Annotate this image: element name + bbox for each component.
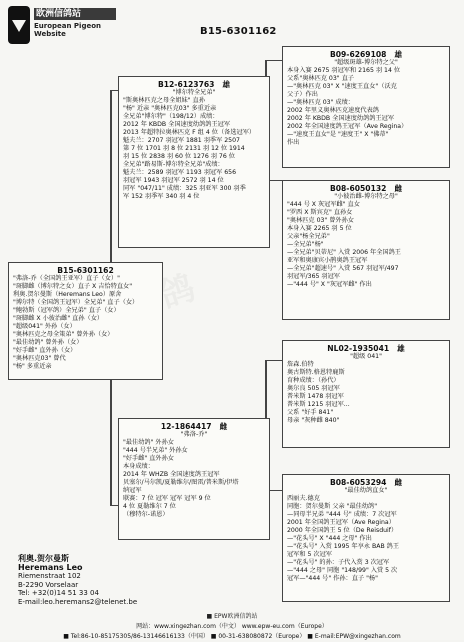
sd-lines [287,201,445,289]
pedigree-line: —全兄弟"杨" [287,241,324,248]
pedigree-line: 联赛：7 位 冠军 冠军 冠军 9 位 [123,495,211,502]
pedigree-line: 第 7 位 1701 羽 8 位 2131 羽 12 位 1914 [123,145,245,152]
ss-ring: B09-6269108 [329,50,387,59]
pedigree-line: 父亲"杨全兄弟" [287,233,330,240]
ds-lines [287,361,445,425]
pedigree-line: —"奥林匹克 03" 成绩： [287,99,354,106]
breeder-name-en: Heremans Leo [18,562,83,572]
pedigree-line: 西丽夫.德克 [287,495,320,502]
dd-header [287,478,445,487]
pedigree-line: 母亲 "灰种雌 840" [287,417,340,424]
pedigree-line: —同母半兄弟 "444 号" 成绩：7 次冠军 [287,511,397,518]
pedigree-line: 羽冠军 1943 羽冠军 2572 羽 14 位 [123,177,224,184]
pedigree-line: —"花头号" X "444 之母" 作出 [287,535,372,542]
pedigree-line: 2002 年里义奥林匹克速度代表鸽 [287,107,379,114]
breeder-email[interactable]: E-mail:leo.heremans2@telenet.be [18,597,138,606]
logo-badge [8,6,30,44]
pedigree-line: "奥林匹克之母全策弟" 曾外孙（女） [13,331,114,338]
dd-lines [287,495,445,583]
pedigree-line: 父子）作出 [287,91,318,98]
pedigree-line: 奥古斯特.格恩特鹿斯 [287,369,345,376]
pedigree-line: —全兄弟"超速号" 入赏 567 羽冠军/497 [287,265,399,272]
pedigree-line: "斯奥林匹克之母全姐妹" 直孙 [123,97,205,104]
subject-card [8,262,163,380]
ss-nickname: "超级斑雄-博尔特之父" [334,59,398,66]
pedigree-line: —"花头号" 的孙：子代入赏 3 次冠军 [287,559,390,566]
ds-header [287,344,445,353]
pedigree-line: "最佳幼鸽" 外孙女 [123,439,174,446]
pedigree-line: "杨" 近亲 "奥林匹克03" 多重近亲 [123,105,217,112]
pedigree-line: 同胞：贺尔曼斯 父亲 "最佳幼鸽" [287,503,378,510]
pedigree-line: "最佳幼鸽" 曾外孙（女） [13,339,83,346]
dd-ring: B08-6053294 [329,478,387,487]
subject-lines [13,275,158,371]
breeder-city: B-2290 Vorselaar [18,580,79,589]
pedigree-line: "好手雌" 直外孙女 [123,455,174,462]
breeder-info [18,555,137,607]
pedigree-line: "444 号 X 灰冠军雌" 直女 [287,201,360,208]
pedigree-line: "罗西 X 斯宾克" 直孙女 [287,209,353,216]
ss-header [287,50,445,59]
pedigree-line: —全兄弟"贝蒂尼" 入赏 2006 年全国鸽王 [287,249,401,256]
pedigree-line: 作出 [287,139,300,146]
logo-title: 欧洲信鸽站 [34,8,116,20]
pedigree-line: 育种成绩：（孙代） [287,377,340,384]
breeder-street: Riemenstraat 102 [18,572,81,581]
footer-contacts: ■ Tel:86-10-85175305/86-13146616133（中国） ■ 00-31-638080872（Europe） ■ E-mail:EPW@xingezhan.com [63,633,401,640]
pedigree-line: 羽冠军/365 羽冠军 [287,273,340,280]
pedigree-line: 亚军和奥康宾小鹃奥鸽王冠军 [287,257,368,264]
sire-nickname: "博尔特全兄弟" [172,89,216,96]
pedigree-line: "博尔特（全国鸽王冠军）全兄弟" 直子（女） [13,299,139,306]
pedigree-line: 2002 年 KBDB 全国速度幼鸽鸽王冠军 [287,115,395,122]
pedigree-line: "杨" 多重近亲 [13,363,52,370]
sire-sire-card [282,46,450,168]
pedigree-line: 同军 "047/11" 成绩：325 羽亚军 300 羽季 [123,185,246,192]
pedigree-line: 4 位 夏勒维尔 7 位 [123,503,176,510]
dam-ring: 12-1864417 [160,422,212,431]
sire-dam-card [282,180,450,320]
pedigree-line: "奥林匹克 03" 曾外孙女 [287,217,354,224]
pedigree-line: （穆特尔-诺恩） [123,511,169,518]
pedigree-line: 普米斯 1215 羽冠军... [287,401,350,408]
pedigree-line: 利奥.贺尔曼斯（Heremans Leo）原舍 [13,291,122,298]
dd-sex: 雌 [394,478,403,487]
pedigree-line: 冠军和 5 次冠军 [287,551,332,558]
pedigree-line: "斑脚雌 X 小彼治雌" 直孙（女） [13,315,104,322]
pedigree-line: 父系"奥林匹克 03" 直子 [287,75,354,82]
dam-sire-card [282,340,450,448]
sire-sex: 雄 [222,80,231,89]
pedigree-line: 父系 "好手 841" [287,409,334,416]
pedigree-line: "奥林匹克03" 曾代 [13,355,66,362]
pedigree-line: 本身成绩： [123,463,154,470]
pedigree-line: 2002 年全国速度鸽王冠军（Ave Regina） [287,123,408,130]
ds-nickname: "超级 041" [350,353,382,360]
pedigree-line: "超级041" 外孙（女） [13,323,76,330]
footer-websites[interactable]: 网站：www.xingezhan.com（中文） www.epw-eu.com（Europe） [136,623,328,630]
pedigree-line: 本身入赛 2675 羽冠军和 2165 羽 14 位 [287,67,401,74]
logo-subtitle: European Pigeon Website [34,22,102,38]
dam-nickname: "弗洛-乔" [180,431,208,438]
pedigree-line: 贝塞尔/马尔凯/夏勒维尔/图雷/普米斯/伊塔 [123,479,239,486]
pedigree-line: 羽 15 位 2838 羽 60 位 1276 羽 76 位 [123,153,235,160]
pedigree-line: "鲍勃斯（冠军鸽）全兄弟" 直子（女） [13,307,120,314]
sd-ring: B08-6050132 [329,184,387,193]
pedigree-line: 纳冠军 [123,487,142,494]
pedigree-line: 2013 年超特拉奥林匹克 F 组 4 位（备选冠军） [123,129,256,136]
pedigree-line: —"速度王直女"是 "速度王" X "佛蒂" [287,131,389,138]
sire-ring: B12-6123763 [157,80,215,89]
pedigree-line: 2012 年 KBDB 全国速度幼鸽鸽王冠军 [123,121,231,128]
ds-sex: 雄 [397,344,405,353]
pedigree-line: 军 152 羽季军 340 羽 4 位 [123,193,200,200]
pedigree-line: 全兄弟"路易斯-博尔特全兄弟"成绩： [123,161,224,168]
footer [0,612,464,642]
sd-header [287,184,445,193]
sd-sex: 雌 [394,184,403,193]
pedigree-line: —"奥林匹克 03" X "速度王直女"（沃克 [287,83,397,90]
subject-header [13,266,158,275]
dam-lines [123,439,265,519]
pedigree-line: "斑脚雌（博尔特之女）直子 X 吉恰特直女" [13,283,133,290]
pedigree-line: 2014 年 WHZB 全国速度鸽王冠军 [123,471,220,478]
site-logo[interactable] [8,4,112,48]
dam-card [118,418,270,540]
pedigree-line: "弗洛-乔（全国鸽王亚军）直子（女）" [13,275,120,282]
breeder-tel: Tel: +32(0)14 51 33 04 [18,589,99,598]
pedigree-line: —"444 之母" 同胞 "148/99" 入赏 5 次 [287,567,398,574]
pedigree-line: 詹森.伯特 [287,361,314,368]
dam-dam-card [282,474,450,602]
dam-header [123,422,265,431]
breeder-name-cn: 利奥.贺尔曼斯 [18,554,70,563]
pedigree-line: "444 号半兄弟" 外孙女 [123,447,188,454]
pedigree-line: "好手雌" 直外孙（女） [13,347,77,354]
connector-line [110,90,112,270]
pedigree-line: 奥尔良 505 羽冠军 [287,385,340,392]
sd-nickname: "小彼治雌-博尔特之母" [334,193,398,200]
dam-sex: 雌 [219,422,228,431]
pedigree-line: 普米斯 1478 羽冠军 [287,393,344,400]
pedigree-line: 魁夫兰：2707 羽冠军 1881 羽季军 2507 [123,137,240,144]
page-title: B15-6301162 [200,26,277,37]
pedigree-line: 魁夫兰：2589 羽冠军 1193 羽冠军 656 [123,169,237,176]
pedigree-line: 2000 年全国鸽王 5 位（De Reisduif） [287,527,398,534]
sire-header [123,80,265,89]
footer-brand: ■ EPW欧洲信鸽站 [206,613,258,620]
pedigree-line: 2001 年全国鸽王冠军（Ave Regina） [287,519,395,526]
dd-nickname: "最佳幼鸽直女" [344,487,388,494]
sire-lines [123,97,265,201]
ss-lines [287,67,445,147]
subject-ring: B15-6301162 [57,266,114,275]
ss-sex: 雄 [394,50,403,59]
pedigree-line: 本身入赛 2265 羽 5 位 [287,225,352,232]
pedigree-line: 冠军—"444 号" 作孙：直子 "杨" [287,575,378,582]
ds-ring: NL02-1935041 [327,344,390,353]
pedigree-line: —"花头号" 入赏 1995 年享永 BAB 鸽王 [287,543,400,550]
sire-card [118,76,270,248]
pedigree-line: 全兄弟"博尔特"（198/12）成绩： [123,113,219,120]
pedigree-line: —"444 号" X "灰冠军雌" 作出 [287,281,372,288]
